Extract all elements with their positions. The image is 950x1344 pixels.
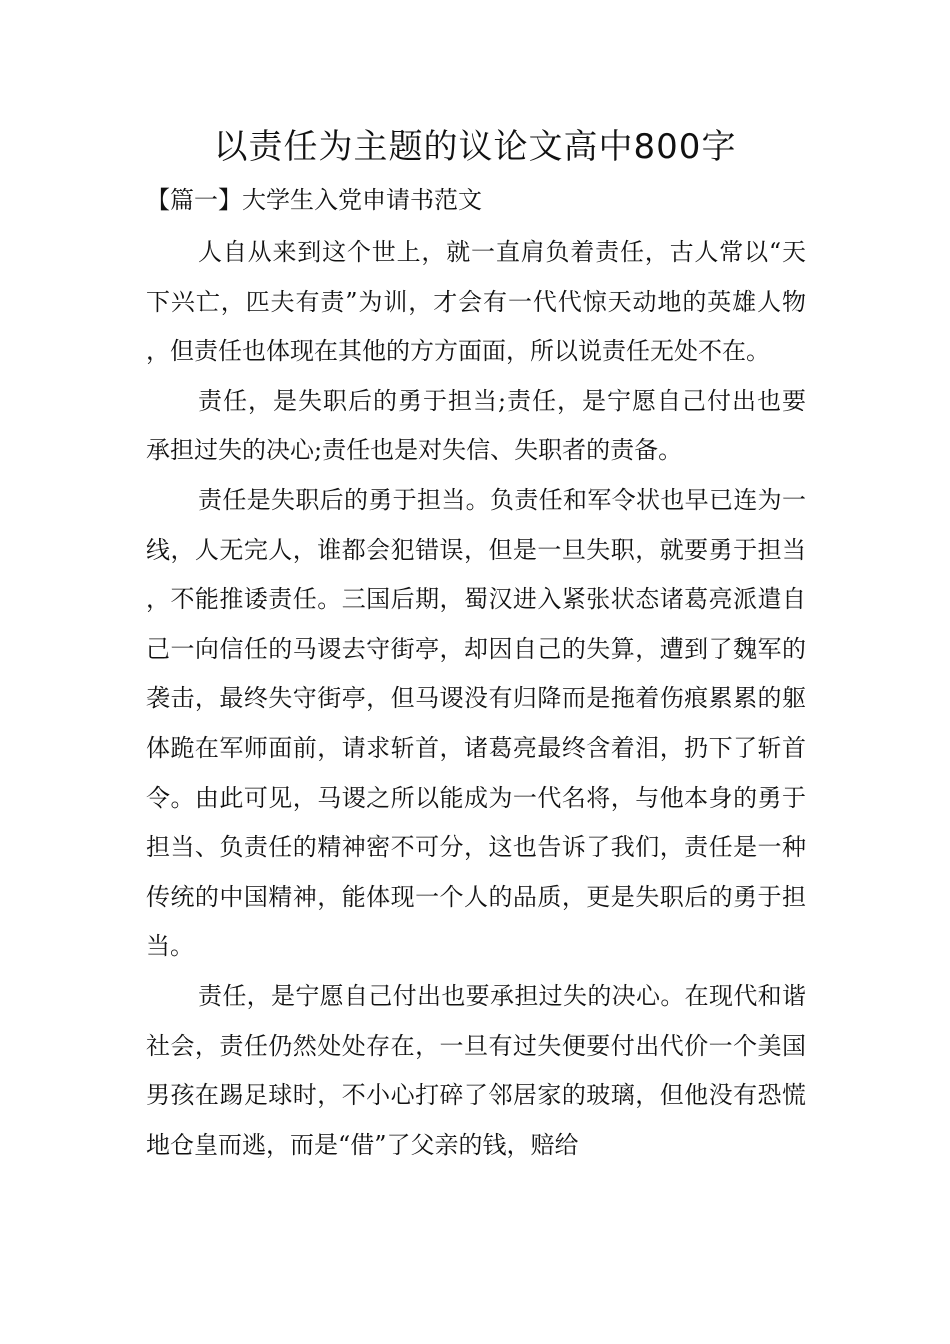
- document-title: 以责任为主题的议论文高中800字: [213, 127, 737, 167]
- section-heading: 【篇一】大学生入党申请书范文: [146, 186, 482, 214]
- paragraph: 责任，是宁愿自己付出也要承担过失的决心。在现代和谐社会，责任仍然处处存在，一旦有过失便要付出代价一个美国男孩在踢足球时，不小心打碎了邻居家的玻璃，但他没有恐慌地仓皇而逃，而是“借”了父亲的钱，赔给: [146, 981, 806, 1159]
- paragraph: 责任是失职后的勇于担当。负责任和军令状也早已连为一线，人无完人，谁都会犯错误，但是一旦失职，就要勇于担当，不能推诿责任。三国后期，蜀汉进入紧张状态诸葛亮派遣自己一向信任的马谡去守街亭，却因自己的失算，遭到了魏军的袭击，最终失守街亭，但马谡没有归降而是拖着伤痕累累的躯体跪在军师面前，请求斩首，诸葛亮最终含着泪，扔下了斩首令。由此可见，马谡之所以能成为一代名将，与他本身的勇于担当、负责任的精神密不可分，这也告诉了我们，责任是一种传统的中国精神，能体现一个人的品质，更是失职后的勇于担当。: [146, 485, 806, 961]
- paragraph: 责任，是失职后的勇于担当;责任，是宁愿自己付出也要承担过失的决心;责任也是对失信、失职者的责备。: [146, 386, 806, 465]
- paragraph: 人自从来到这个世上，就一直肩负着责任，古人常以“天下兴亡，匹夫有责”为训，才会有一代代惊天动地的英雄人物，但责任也体现在其他的方方面面，所以说责任无处不在。: [146, 238, 806, 366]
- document-body: [146, 228, 806, 1170]
